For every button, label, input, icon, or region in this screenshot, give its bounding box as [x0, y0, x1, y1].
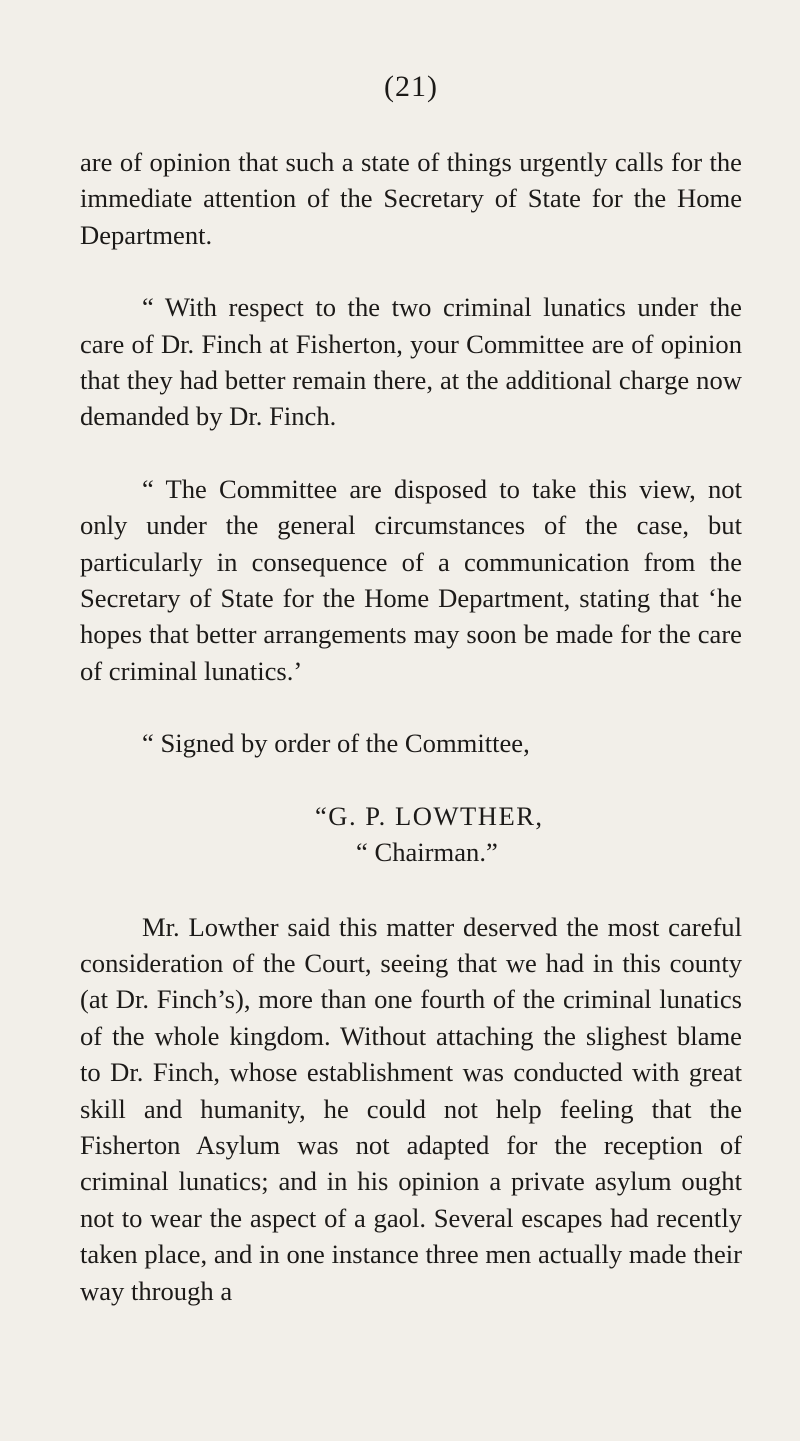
- paragraph-1: are of opinion that such a state of things urgently calls for the immediate attention of the Secretary of State for the Home Department.: [80, 147, 742, 250]
- signature-block: [80, 798, 742, 871]
- signature-title: “ Chairman.”: [356, 837, 498, 868]
- paragraph-4: “ Signed by order of the Committee,: [142, 728, 530, 759]
- closing-paragraph: Mr. Lowther said this matter deserved the most careful consideration of the Court, seeing that we had in this county (at Dr. Finch’s), more than one fourth of the criminal lunatics of the whole kingdom. Without attaching the slighest blame to Dr. Finch, whose establishment was conducted with great skill and humanity, he could not help feeling that the Fisherton Asylum was not adapted for the reception of criminal lunatics; and in his opinion a private asylum ought not to wear the aspect of a gaol. Several escapes had recently taken place, and in one instance three men actually made their way through a: [80, 911, 742, 1306]
- paragraph-3: “ The Committee are disposed to take this view, not only under the general circumstances of the case, but particularly in consequence of a communication from the Secretary of State for the Home Department, stating that ‘he hopes that better arrangements may soon be made for the care of criminal lunatics.’: [80, 473, 742, 686]
- signature-name: “G. P. LOWTHER,: [315, 800, 544, 831]
- paragraph-2: “ With respect to the two criminal lunatics under the care of Dr. Finch at Fisherton, your Committee are of opinion that they had better remain there, at the additional charge now demanded by Dr. Finch.: [80, 292, 742, 432]
- page-number: (21): [384, 70, 438, 103]
